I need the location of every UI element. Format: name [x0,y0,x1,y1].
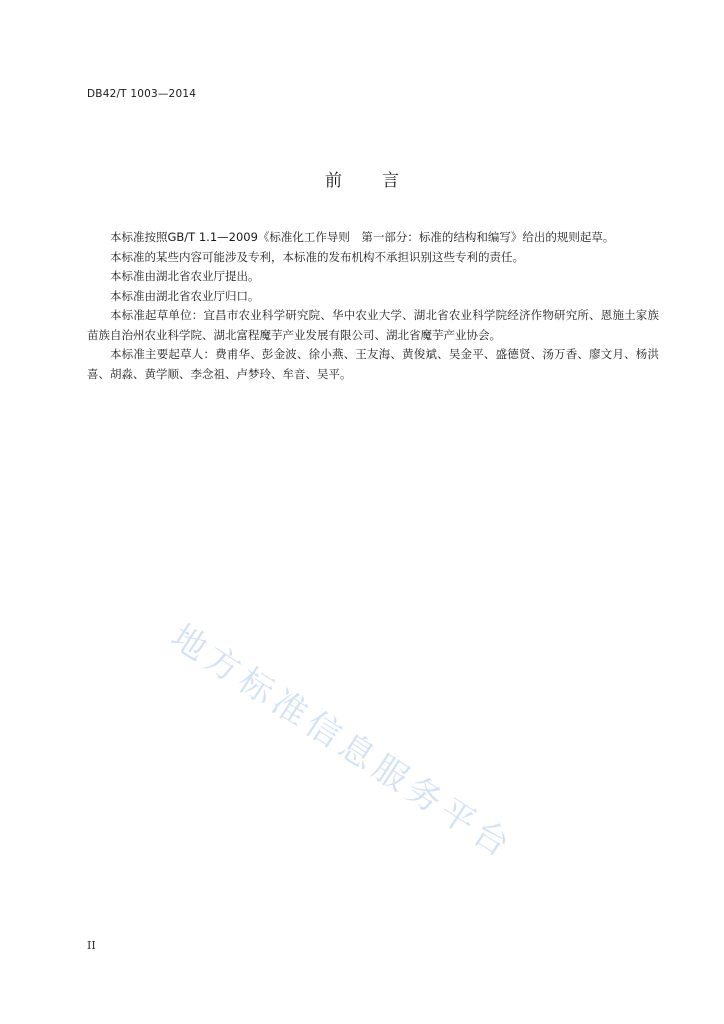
title-char-2: 言 [382,171,399,191]
paragraph-administered-by: 本标准由湖北省农业厅归口。 [110,288,260,303]
paragraph-proposed-by: 本标准由湖北省农业厅提出。 [110,269,260,283]
page-title [0,166,724,191]
watermark: 地方标准信息服务平台 [163,616,522,869]
foreword-body [87,228,659,384]
title-char-1: 前 [325,171,342,191]
paragraph-patent-notice: 本标准的某些内容可能涉及专利，本标准的发布机构不承担识别这些专利的责任。 [110,249,524,264]
paragraph-drafting-units: 本标准起草单位：宜昌市农业科学研究院、华中农业大学、湖北省农业科学院经济作物研究所、恩施土家族苗族自治州农业科学院、湖北富程魔芋产业发展有限公司、湖北省魔芋产业协会。 [87,308,659,342]
page-number: II [87,939,96,952]
standard-code: DB42/T 1003—2014 [87,88,197,100]
paragraph-drafting-rules: 本标准按照GB/T 1.1—2009《标准化工作导则 第一部分：标准的结构和编写》给出的规则起草。 [110,230,615,244]
paragraph-drafters: 本标准主要起草人：费甫华、彭金波、徐小燕、王友海、黄俊斌、吴金平、盛德贤、汤万香、廖文月、杨洪喜、胡淼、黄学顺、李念祖、卢梦玲、牟音、吴平。 [87,347,659,381]
